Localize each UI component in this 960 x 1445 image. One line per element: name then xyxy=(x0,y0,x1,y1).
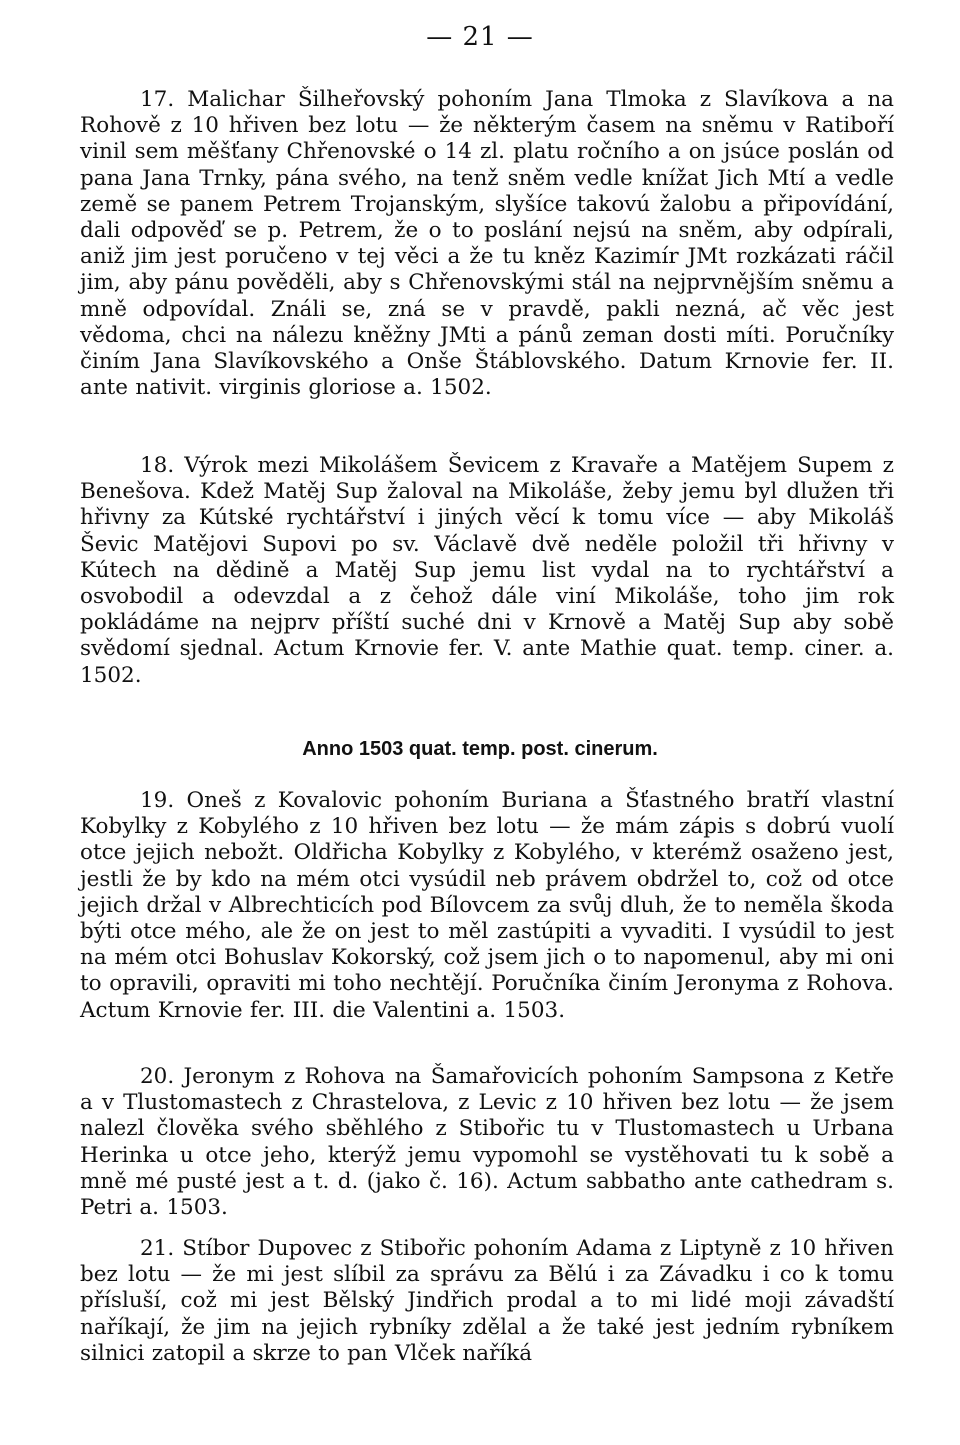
entry-19 xyxy=(80,788,894,1024)
entry-20-text: 20. Jeronym z Rohova na Šamařovicích pohoním Sampsona z Ketře a v Tlustomastech z Chrastelova, z Levic z 10 hřiven bez lotu — že jsem nalezl člověka svého sběhlého z Stibořic tu v Tlustomastech u Urbana Herinka u otce jeho, kterýž jemu vypomohl se vystěhovati tu k sobě a mně mé pusté jest a t. d. (jako č. 16). Actum sabbatho ante cathedram s. Petri a. 1503. xyxy=(80,1064,894,1221)
entry-18-text: 18. Výrok mezi Mikolášem Ševicem z Kravaře a Matějem Supem z Benešova. Kdež Matěj Sup žaloval na Mikoláše, žeby jemu byl dlužen tři hřivny za Kútské rychtářství i jiných věcí k tomu více — aby Mikoláš Ševic Matějovi Supovi po sv. Václavě dvě neděle položil tři hřivny v Kútech na dědině a Matěj Sup jemu list vydal na to rychtářství a osvobodil a odevzdal a z čehož dále viní Mikoláše, toho jim rok pokládáme na nejprv příští suché dni v Krnově a Matěj Sup aby sobě svědomí sjednal. Actum Krnovie fer. V. ante Mathie quat. temp. ciner. a. 1502. xyxy=(80,453,894,688)
entry-21 xyxy=(80,1236,894,1367)
entry-19-text: 19. Oneš z Kovalovic pohoním Buriana a Šťastného bratří vlastní Kobylky z Kobylého z 10 hřiven bez lotu — že mám zápis s dobrú vuolí otce jejich nebožt. Oldřicha Kobylky z Kobylého, v kterémž osaženo jest, jestli že by kdo na mém otci vysúdil neb právem obdržel to, což od otce jejich držal v Albrechticích pod Bílovcem za svůj dluh, že to neměla škoda býti otce mého, ale že on jest to měl zastúpiti a vyvaditi. I vysúdil to jest na mém otci Bohuslav Kokorský, což jsem jich o to napomenul, aby mi oni to opravili, opraviti mi toho nechtějí. Poručníka činím Jeronyma z Rohova. Actum Krnovie fer. III. die Valentini a. 1503. xyxy=(80,788,894,1023)
entry-17 xyxy=(80,87,894,401)
entry-21-text: 21. Stíbor Dupovec z Stibořic pohoním Adama z Liptyně z 10 hřiven bez lotu — že mi jest slíbil za správu za Bělú i za Závadku i co k tomu přísluší, což mi jest Bělský Jindřich prodal a to mi lidé moji závadští naříkají, že jim na jejich rybníky zdělal a že také jest jedním rybníkem silnici zatopil a skrze to pan Vlček naříká xyxy=(80,1236,894,1366)
entry-20 xyxy=(80,1064,894,1221)
page-number: — 21 — xyxy=(426,22,534,52)
entry-18 xyxy=(80,453,894,689)
section-heading-1503: Anno 1503 quat. temp. post. cinerum. xyxy=(302,738,658,760)
entry-17-text: 17. Malichar Šilheřovský pohoním Jana Tlmoka z Slavíkova a na Rohově z 10 hřiven bez lotu — že některým časem na sněmu v Ratiboří vinil sem měšťany Chřenovské o 14 zl. platu ročního a on jsúce poslán od pana Jana Trnky, pána svého, na tenž sněm vedle knížat Jich Mtí a vedle země se panem Petrem Trojanským, slyšíce takovú žalobu a připovídání, dali odpověď se p. Petrem, že o to poslání nejsú na sněm, aby odpírali, aniž jim jest poručeno v tej věci a že tu kněz Kazimír JMt rozkázati ráčil jim, aby pánu pověděli, aby s Chřenovskými stál na nejprvnějším sněmu a mně odpovídal. Ználi se, zná se v pravdě, pakli nezná, ač věc jest vědoma, chci na nálezu kněžny JMti a pánů zeman dosti míti. Poručníky činím Jana Slavíkovského a Onše Štáblovského. Datum Krnovie fer. II. ante nativit. virginis gloriose a. 1502. xyxy=(80,87,894,401)
